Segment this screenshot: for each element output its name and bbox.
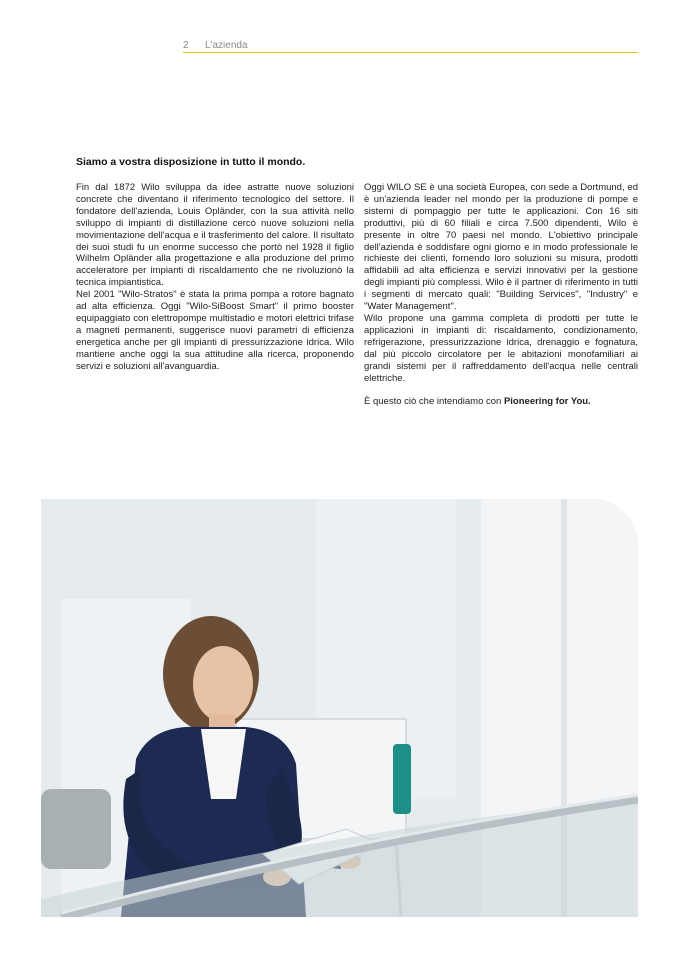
innovation-paragraph: Nel 2001 "Wilo-Stratos" è stata la prima pompa a rotore bagnato ad alta efficienza. Oggi "Wilo-SiBoost Smart" il primo booster equipaggiato con elettropompe multistadio e motori elettrici trifase a magneti permanenti, suggerisce nuovi parametri di efficienza energetica anche per gli impianti di pressurizzazione idrica. Wilo mantiene anche oggi la sua attitudine alla ricerca, proponendo servizi e soluzioni all'avanguardia. bbox=[76, 289, 354, 372]
office-photo bbox=[41, 499, 638, 917]
bottle bbox=[393, 744, 411, 814]
page-number: 2 bbox=[183, 40, 189, 51]
company-paragraph: Oggi WILO SE è una società Europea, con sede a Dortmund, ed è un'azienda leader nel mondo per la produzione di pompe e sistemi di pompaggio per tutte le applicazioni. Con 16 siti produttivi, più di 60 filiali e circa 7.500 dipendenti, Wilo è presente in oltre 70 paesi nel mondo. L'obiettivo principale dell'azienda è soddisfare ogni giorno e in modo professionale le richieste dei clienti, fornendo loro soluzioni su misura, prodotti affidabili ad alta efficienza e servizi innovativi per la gestione degli impianti più complessi. Wilo è il partner di riferimento in tutti i segmenti di mercato quali: "Building Services", "Industry" e "Water Management". bbox=[364, 182, 638, 313]
products-paragraph: Wilo propone una gamma completa di prodotti per tutte le applicazioni in impianti di: riscaldamento, condizionamento, refrigerazione, pressurizzazione idrica, drenaggio e fognatura, dal più piccolo circolatore per le abitazioni monofamiliari ai grandi sistemi per il raffreddamento dell'acqua nelle centrali elettriche. bbox=[364, 312, 638, 384]
page-headline: Siamo a vostra disposizione in tutto il mondo. bbox=[76, 156, 306, 168]
history-paragraph: Fin dal 1872 Wilo sviluppa da idee astratte nuove soluzioni concrete che diventano il riferimento tecnologico del settore. Il fondatore dell'azienda, Louis Opländer, con la sua attività nello sviluppo di impianti di distillazione cercò nuove soluzioni nella movimentazione dell'acqua e il trasferimento del calore. Il risultato dei suoi studi fu un enorme successo che portò nel 1928 il figlio Wilhelm Opländer alla progettazione e alla produzione del primo acceleratore per impianti di riscaldamento che ne rivoluzionò la tecnica impiantistica. bbox=[76, 182, 354, 289]
photo-illustration bbox=[41, 499, 638, 917]
section-title: L'azienda bbox=[205, 40, 248, 51]
chair bbox=[41, 789, 111, 869]
slogan: Pioneering for You. bbox=[503, 396, 591, 408]
closing-statement bbox=[364, 396, 638, 408]
right-text-column bbox=[364, 182, 638, 408]
woman-face bbox=[193, 646, 253, 722]
left-text-column bbox=[76, 182, 354, 373]
page-header bbox=[183, 40, 638, 53]
closing-prefix: È questo ciò che intendiamo con bbox=[364, 396, 504, 408]
